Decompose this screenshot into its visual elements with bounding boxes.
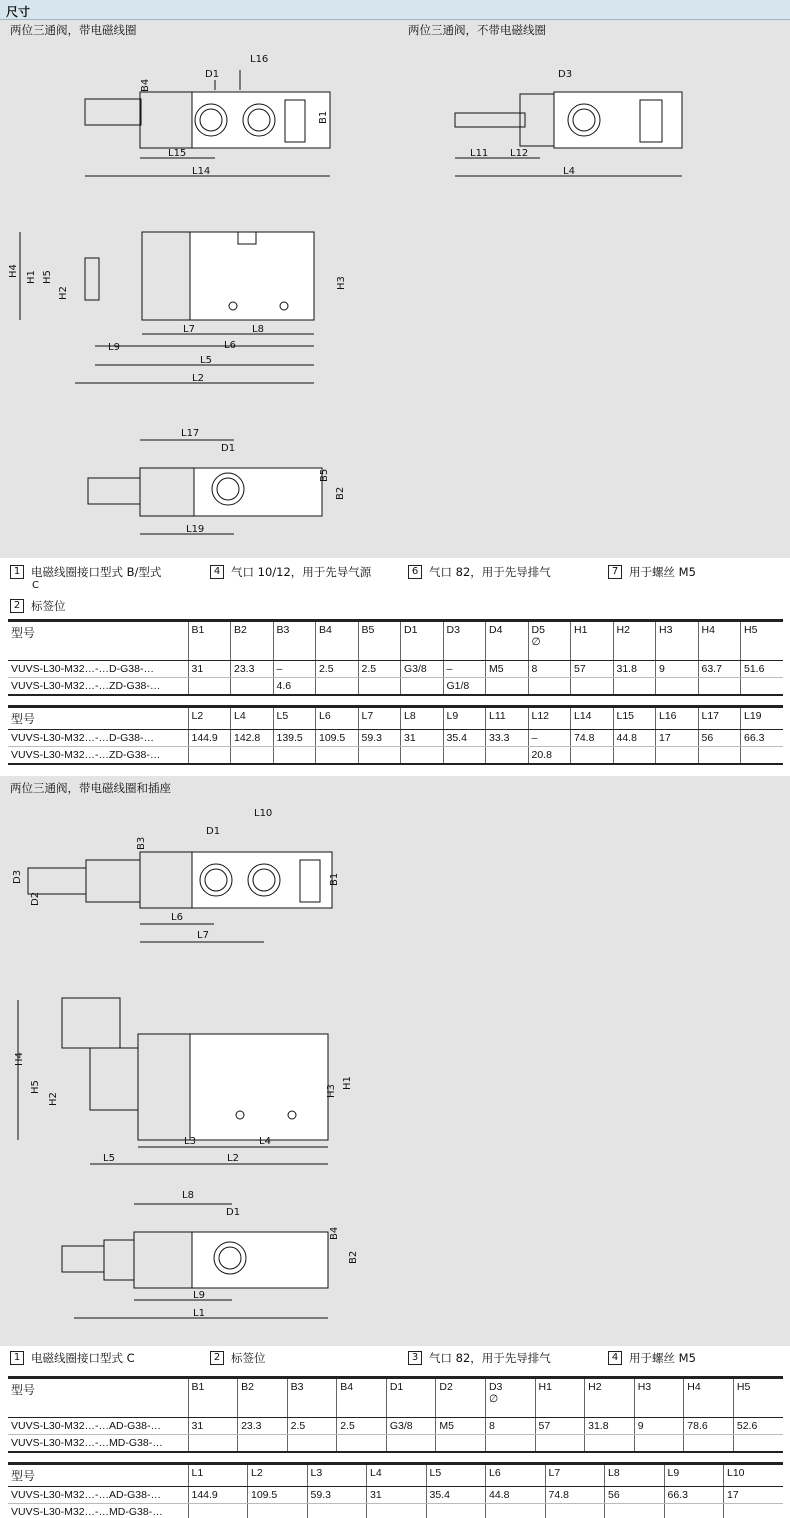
- dim-B3: B3: [136, 836, 147, 850]
- dim-L9: L9: [193, 1290, 205, 1301]
- dim-L1: L1: [193, 1308, 205, 1319]
- legend-item: 3 气口 82，用于先导排气: [408, 1350, 551, 1366]
- legend-item: 1 电磁线圈接口型式 C: [10, 1350, 135, 1366]
- table-row: VUVS-L30-M32…-…D-G38-… 144.9 142.8 139.5 109.5 59.3 31 35.4 33.3 – 74.8 44.8 17 56 66.3: [8, 730, 783, 747]
- coil-knob: [85, 99, 141, 125]
- dim-L5: L5: [200, 355, 212, 366]
- dim-L2: L2: [227, 1153, 239, 1164]
- spec-table-1: 型号 B1 B2 B3 B4 B5 D1 D3 D4 D5 ∅ H1 H2 H3 H4 H5 VUVS-L30-M32…-…D-G38-… 31 23.3 – 2.5 2.5 G3/8 – M5 8 57 31.8 9 63.7 51.6 VUVS-L30-M32…-…ZD-G38-… 4.6 G1/8: [8, 619, 783, 696]
- table-row: VUVS-L30-M32…-…MD-G38-…: [8, 1435, 783, 1453]
- dim-L14: L14: [192, 166, 211, 177]
- dim-L7: L7: [183, 324, 195, 335]
- dim-L6: L6: [171, 912, 183, 923]
- dim-D1: D1: [206, 826, 221, 837]
- dim-B1: B1: [329, 872, 340, 886]
- table-row: VUVS-L30-M32…-…ZD-G38-… 4.6 G1/8: [8, 678, 783, 696]
- legend-1: [0, 558, 790, 618]
- caption-section2: 两位三通阀，带电磁线圈和插座: [10, 781, 171, 795]
- table-row: VUVS-L30-M32…-…AD-G38-… 31 23.3 2.5 2.5 G3/8 M5 8 57 31.8 9 78.6 52.6: [8, 1418, 783, 1435]
- dim-L17: L17: [181, 428, 200, 439]
- dim-D3-right: D3: [558, 69, 573, 80]
- drawing-2: [0, 776, 790, 1346]
- table-row: VUVS-L30-M32…-…MD-G38-…: [8, 1504, 783, 1518]
- dim-L6: L6: [224, 340, 236, 351]
- dim-B4: B4: [140, 78, 151, 92]
- dim-L19: L19: [186, 524, 205, 535]
- legend-item: 2 标签位: [210, 1350, 266, 1366]
- dim-L9: L9: [108, 342, 120, 353]
- dim-L7: L7: [197, 930, 209, 941]
- dim-B5: B5: [319, 468, 330, 482]
- dim-L5: L5: [103, 1153, 115, 1164]
- dim-D1-b: D1: [226, 1207, 241, 1218]
- dim-H3: H3: [336, 276, 347, 290]
- dim-H4: H4: [8, 264, 19, 278]
- dim-H1: H1: [342, 1076, 353, 1090]
- dim-L10: L10: [254, 808, 273, 819]
- legend-item: 1 电磁线圈接口型式 B/型式 C: [10, 564, 161, 591]
- dim-H5: H5: [42, 270, 53, 284]
- dim-D1-bottom: D1: [221, 443, 236, 454]
- header-title: 尺寸: [6, 5, 31, 19]
- table-row: VUVS-L30-M32…-…ZD-G38-… 20.8: [8, 747, 783, 765]
- dim-L11: L11: [470, 148, 489, 159]
- legend-item: 7 用于螺丝 M5: [608, 564, 696, 580]
- section-header: [0, 0, 790, 20]
- dim-L12: L12: [510, 148, 529, 159]
- dim-H4: H4: [14, 1052, 25, 1066]
- table-row: VUVS-L30-M32…-…D-G38-… 31 23.3 – 2.5 2.5 G3/8 – M5 8 57 31.8 9 63.7 51.6: [8, 661, 783, 678]
- dim-H2: H2: [48, 1092, 59, 1106]
- drawing-1: [0, 20, 790, 558]
- dim-L16: L16: [250, 54, 269, 65]
- dim-L2: L2: [192, 373, 204, 384]
- dim-L15: L15: [168, 148, 187, 159]
- spec-table-3: 型号 B1 B2 B3 B4 D1 D2 D3 ∅ H1 H2 H3 H4 H5 VUVS-L30-M32…-…AD-G38-… 31 23.3 2.5 2.5 G3/8 M5 8 57 31.8 9 78.6 52.6 VUVS-L30-M32…-…MD-G38-…: [8, 1376, 783, 1453]
- dim-L3: L3: [184, 1136, 196, 1147]
- legend-item: 4 气口 10/12，用于先导气源: [210, 564, 371, 580]
- dim-B2: B2: [348, 1250, 359, 1264]
- caption-left: 两位三通阀，带电磁线圈: [10, 23, 137, 37]
- dim-H1: H1: [26, 270, 37, 284]
- dim-D1-top: D1: [205, 69, 220, 80]
- dim-L4: L4: [563, 166, 575, 177]
- legend-item: 4 用于螺丝 M5: [608, 1350, 696, 1366]
- dim-H5: H5: [30, 1080, 41, 1094]
- caption-right: 两位三通阀，不带电磁线圈: [408, 23, 546, 37]
- legend-item: 6 气口 82，用于先导排气: [408, 564, 551, 580]
- dim-H2: H2: [58, 286, 69, 300]
- spec-table-2: 型号 L2 L4 L5 L6 L7 L8 L9 L11 L12 L14 L15 L16 L17 L19 VUVS-L30-M32…-…D-G38-… 144.9 142.8 139.5 109.5 59.3 31 35.4 33.3 – 74.8 44.8 17 56 66.3 VUVS-L30-M32…-…ZD-G38-… 20.8: [8, 705, 783, 765]
- dim-H3: H3: [326, 1084, 337, 1098]
- legend-2: [0, 1346, 790, 1376]
- dim-L8: L8: [182, 1190, 194, 1201]
- dim-D2: D2: [30, 891, 41, 906]
- dim-B4: B4: [329, 1226, 340, 1240]
- dim-D3: D3: [12, 869, 23, 884]
- dim-L8: L8: [252, 324, 264, 335]
- spec-table-4: 型号 L1 L2 L3 L4 L5 L6 L7 L8 L9 L10 VUVS-L30-M32…-…AD-G38-… 144.9 109.5 59.3 31 35.4 44.8 74.8 56 66.3 17 VUVS-L30-M32…-…MD-G38-…: [8, 1462, 783, 1518]
- legend-item: 2 标签位: [10, 598, 66, 614]
- dim-B1: B1: [318, 110, 329, 124]
- dim-L4: L4: [259, 1136, 271, 1147]
- dim-B2: B2: [335, 486, 346, 500]
- table-row: VUVS-L30-M32…-…AD-G38-… 144.9 109.5 59.3 31 35.4 44.8 74.8 56 66.3 17: [8, 1487, 783, 1504]
